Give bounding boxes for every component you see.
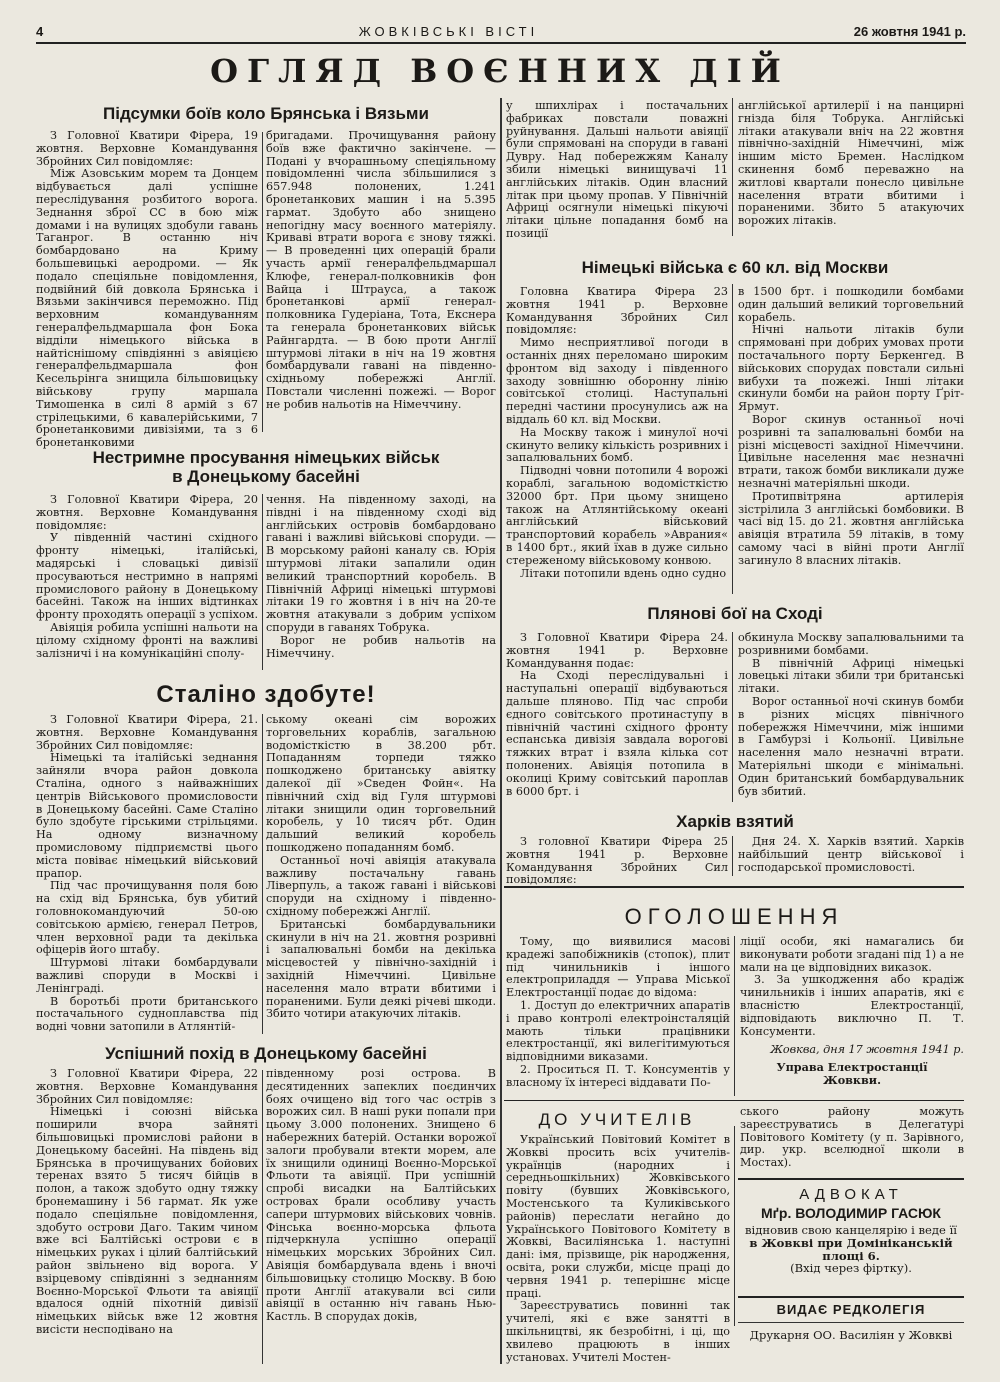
article-4-col3 [506, 100, 728, 240]
main-title: ОГЛЯД ВОЄННИХ ДІЙ [210, 52, 790, 90]
announcement-col3 [506, 936, 730, 1092]
column-rule [262, 132, 263, 432]
column-rule [262, 494, 263, 670]
paragraph: Штурмові літаки бомбардували важливі споруди в Москві і Ленінграді. [36, 956, 258, 995]
column-rule [500, 98, 502, 1364]
paragraph: У південній частині східного фронту німецькі, італійські, мадярські і словацькі дивізії просуваються нестримно в напрямі промислового району в Донецькому басейні. Також на інших відтинках фронту проходять операції з успіхом. [36, 531, 259, 622]
paragraph: З Головної Кватири Фірера, 22 жовтня. Верховне Командування Збройних Сил повідомляє: [36, 1067, 258, 1106]
section-divider [738, 1296, 964, 1298]
section-divider [738, 1178, 964, 1180]
paragraph: Літаки потопили вдень одно судно [520, 566, 727, 580]
paragraph: ліції особи, які намагались би виконувати роботи згадані під 1) а не мали на це відповідних виказок. [740, 935, 964, 974]
lawyer-name: Мґр. ВОЛОДИМИР ГАСЮК [761, 1205, 941, 1221]
article-3-col1 [36, 714, 258, 1036]
printer-line: Друкарня ОО. Василіян у Жовкві [749, 1328, 953, 1342]
article-7-headline-wrap [506, 604, 964, 623]
article-2-col2 [266, 494, 496, 672]
article-2-headline-line1: Нестримне просування німецьких військ [92, 448, 440, 467]
article-6-col4 [738, 286, 964, 598]
paragraph: Підводні човни потопили 4 ворожі кораблі, загальною водомісткістю 32000 брт. При цьому знищено також на Атлянтійському океані англійський військовий транспортовий корабель »Аврания« в 1400 брт., який їхав в дуже сильно стереженому військовому конвою. [506, 464, 728, 567]
article-8-col3 [506, 835, 728, 887]
paragraph: Мимо несприятливої погоди в останніх днях переломано широким фронтом від заходу і південного заходу зовнішню оборонну лінію совітської столиці. Наступальні передні частини просунулись аж на віддаль 60 кл. від Москви. [506, 336, 728, 426]
article-4-headline: Успішний похід в Донецькому басейні [105, 1044, 427, 1063]
lawyer-text-3: (Вхід через фіртку). [790, 1261, 912, 1276]
paragraph: На Сході переслідувальні і наступальні операції відбуваються дальше пляново. Під час спроби єдного совітського протинаступу в північній частині східного фронту еспанська дивізія завдала ворогові тяжких втрат і взяла кілька сот полонених. Авіяція потопила в околиці Криму совітський пароплав в 6000 брт. і [506, 669, 728, 798]
column-rule [732, 836, 733, 876]
article-8-headline-wrap [506, 812, 964, 831]
paragraph: ського району можуть зареєструватись в Делегатурі Повітового Комітету (у п. Зарівного, дир. укр. вселюдної школи в Мостах). [740, 1105, 964, 1170]
section-divider [504, 886, 964, 888]
page-number: 4 [36, 23, 44, 39]
paragraph: З Головної Кватири Фірера 24. жовтня 1941 р. Верховне Командування подає: [506, 631, 728, 670]
paragraph: в 1500 брт. і пошкодили бомбами один дальший великий торговельний корабель. [738, 285, 964, 324]
section-divider [738, 1322, 964, 1323]
article-7-col4 [738, 632, 964, 806]
column-rule [262, 1070, 263, 1364]
teachers-col4 [740, 1106, 964, 1170]
article-4-col4 [738, 100, 964, 240]
paragraph: обкинула Москву запалювальними та розривними бомбами. [738, 631, 964, 657]
column-rule [732, 98, 733, 236]
paragraph: Британські бомбардувальники скинули в ніч на 21. жовтня розривні і запалювальні бомби на декілька місцевостей у північно-західній і західній Німеччині. Цивільне населення мало втрати вбитими і пораненими. Були деякі річеві шкоди. Збито чотири атакуючих літаків. [266, 917, 496, 1021]
announcement-date: Жовква, дня 17 жовтня 1941 р. [770, 1043, 964, 1057]
paragraph: 3. За ушкодження або крадіж чинильників і інших апаратів, які є власністю Електростанції, відповідають виключно П. Т. Консументи. [740, 973, 964, 1038]
paragraph: Останньої ночі авіяція атакувала важливу постачальну гавань Ліверпуль, а також гавані і військові споруди на східному і південно-східному побережжі Англії. [266, 853, 496, 918]
article-3-headline: Сталіно здобуте! [156, 681, 376, 708]
paragraph: чення. На південному заході, на півдні і на південному сході від англійських островів бомбардовано гавані і важливі військові споруди. — В морському районі каналу св. Юрія штурмові літаки запалили один великий транспортний коробель. В Північній Африці німецькі штурмові літаки 19 го жовтня і в ніч на 20-те жовтня атакували з добрим успіхом споруди в гаванях Тобрука. [266, 493, 496, 634]
article-8-headline: Харків взятий [676, 812, 794, 831]
paragraph: південному розі острова. В десятиденних запеклих поєдинчих боях очищено від того час острів з ворожих сил. В наші руки попали при цьому 3.000 полонених. Знищено 6 набережних батерій. Останки ворожої залоги пробували втекти морем, але їх знищили одиниці Воєнно-Морської Фльоти та авіяції. При успішній спробі висадки на Балтійських островах брали особливу участь сапери штурмових військових човнів. Фінська воєнно-морська фльота підчеркнула успішно операції німецьких морських Збройних Сил. Авіяція бомбардувала вдень і вночі більшовицьку столицю Москву. В бою проти Англії атакували всі сили авіяції в останню ніч гавань Нью-Кастль. В спорудах доків, [266, 1067, 496, 1324]
paragraph: Авіяція робила успішні нальоти на цілому східному фронті на важливі залізничі і на комунікаційні сполу- [36, 620, 258, 660]
paragraph: англійської артилерії і на панцирні гнізда біля Тобрука. Англійські літаки атакували вніч на 22 жовтня північно-західній Німеччині, між іншим місто Бремен. Наслідком скинення бомб переважно на житлові квартали понесло цивільне населення втрати вбитими і пораненими. Збито 5 атакуючих ворожих літаків. [738, 99, 964, 228]
paper-name: ЖОВКІВСЬКІ ВІСТІ [358, 23, 539, 39]
issue-date: 26 жовтня 1941 р. [853, 23, 966, 39]
paragraph: Головна Кватира Фірера 23 жовтня 1941 р. Верховне Командування Збройних Сил повідомляє: [506, 285, 728, 337]
article-4-col2 [266, 1068, 496, 1364]
paragraph: В північній Африці німецькі ловецькі літаки збили три британські літаки. [738, 656, 964, 696]
column-rule [734, 936, 735, 1096]
paragraph: Під час прочищування поля бою на схід від Брянська, був убитий головнокомандуючий 50-ою совітською армією, генерал Петров, член верховної ради та декілька офіцерів його штабу. [36, 879, 258, 957]
paragraph: 2. Проситься П. Т. Консументів у власному їх інтересі віддавати По- [506, 1062, 730, 1089]
column-rule [732, 284, 733, 594]
paragraph: Нічні нальоти літаків були спрямовані при добрих умовах проти постачального порту Беркенгед. В військових спорудах повстали сильні вибухи та пожежі. Інші літаки скинули бомби на район порту Ґріт-Ярмут. [738, 323, 964, 414]
article-1-col1 [36, 129, 258, 450]
article-3-headline-wrap [36, 682, 496, 708]
column-rule [262, 714, 263, 1034]
lawyer-text-2: в Жовкві при Домініканській площі 6. [749, 1235, 953, 1263]
paragraph: 1. Доступ до електричних апаратів і право контролі електроінсталяцій мають тільки працівники електростанції, які вилегітимуються відповідними виказами. [506, 998, 730, 1064]
teachers-col3 [506, 1134, 730, 1366]
announcement-signature-2: Жовкви. [823, 1072, 881, 1087]
article-6-headline: Німецькі війська є 60 кл. від Москви [581, 258, 889, 277]
lawyer-title: АДВОКАТ [799, 1186, 903, 1203]
masthead [36, 20, 966, 44]
article-4-col1 [36, 1068, 258, 1364]
editorial-board: ВИДАЄ РЕДКОЛЕГІЯ [776, 1302, 926, 1317]
article-6-col3 [506, 286, 728, 598]
paragraph: Ворог не робив нальотів на Німеччину. [266, 633, 496, 660]
article-2-col1 [36, 494, 258, 672]
article-3-col2 [266, 714, 496, 1036]
paragraph: Дня 24. Х. Харків взятий. Харків найбільший центр військової і господарської промисловості. [738, 835, 964, 874]
paragraph: ському океані сім ворожих торговельних кораблів, загальною водомісткістю в 38.200 рбт. Попаданням торпеди тяжко пошкоджено британську авіятку далекої дії »Сведен Фойн«. На північний схід від Гуля штурмові літаки знищили один торговельний коробель, у 10 тисяч рбт. Один дальший великий коробель пошкоджено попаданням бомб. [266, 713, 496, 854]
paragraph: З Головної Кватири Фірера, 21. жовтня. Верховне Командування Збройних Сил повідомляє: [36, 713, 258, 752]
column-rule [732, 632, 733, 802]
lawyer-ad [738, 1186, 964, 1290]
paragraph: Ворог скинув останньої ночі розривні та запалювальні бомби на різні місцевості західної Німеччини. Цивільне населення має незначні втрати, також бомби викликали дуже незначні матеріяльні шкоди. [738, 412, 964, 490]
article-1-headline-wrap [36, 104, 496, 123]
announcement-signature-1: Управа Електростанції [776, 1060, 928, 1075]
paragraph: З Головної Кватири Фірера, 20 жовтня. Верховне Командування повідомляє: [36, 493, 258, 532]
article-6-headline-wrap [506, 258, 964, 277]
paragraph: Український Повітовий Комітет в Жовкві просить всіх учителів-українців (народних і середньошкільних) Жовківського повіту (бувших Жовківського, Мостенського та Куликівського районів) переслати негайно до Українського Повітового Комітету в Жовкві, Василіянська 1. наступні дані: імя, прізвище, рік народження, освіта, роки служби, місце праці до червня 1941 р. теперішнє місце праці. [506, 1133, 730, 1300]
paragraph: Ворог останньої ночі скинув бомби в різних місцях північного побережжя Німеччини, між іншими в Гамбурзі і Кольонії. Цивільне населення мало незначні втрати. Матеріяльні шкоди є мінімальні. Один британський бомбардувальник був збитий. [738, 694, 964, 798]
paragraph: В боротьбі проти британського постачального судноплавства під водні човни затопили в Атлянтій- [36, 994, 258, 1034]
announcement-title: ОГОЛОШЕННЯ [624, 904, 844, 929]
paragraph: На Москву також і минулої ночі скинуто велику кількість розривних і запалювальних бомб. [506, 425, 728, 465]
article-2-headline-line2: в Донецькому басейні [172, 467, 360, 486]
article-4-headline-wrap [36, 1044, 496, 1063]
paragraph: Німецькі і союзні війська поширили вчора зайняті більшовицькі промислові райони в Донецькому басейні. На південь від Брянська в прочищуваних бойових теренах взято 5 тисяч бійців в полон, а також здобуто одну тяжку бронемашину і 56 гармат. Як уже подало спеціяльне повідомлення, здобуто острови Даго. Таким чином вже всі Балтійські острови є в німецьких руках і цілий балтійський район звільнено від ворога. У взірцевому співдіянні з зеднанням Воєнно-Морської Фльоти та авіяції вдалося одній піхотній дивізії німецьких військ вже 12 жовтня висісти несподівано на [36, 1105, 258, 1336]
article-7-col3 [506, 632, 728, 806]
paragraph: Зареєструватись повинні так учителі, які є вже занятті в шкільництві, як безробітні, і ці, що хвилево працюють в інших установах. Учителі Мостен- [506, 1299, 730, 1364]
article-1-col2 [266, 130, 496, 436]
article-8-col4 [738, 836, 964, 878]
paragraph: З Головної Кватири Фірера, 19 жовтня. Верховне Командування Збройних Сил повідомляє: [36, 129, 258, 168]
lawyer-text-1: відновив свою канцелярію і веде її [745, 1223, 957, 1237]
article-1-headline: Підсумки боїв коло Брянська і Вязьми [103, 104, 429, 123]
paragraph: Німецькі та італійські зеднання зайняли вчора район довкола Сталіна, одного з найважніших центрів Військового промисловости в Донецькому басейні. Саме Сталіно було здобуте гірськими стрільцями. На одному визначному промисловому підприємстві цього міста повіває німецький військовий прапор. [36, 751, 258, 880]
teachers-title: ДО УЧИТЕЛІВ [538, 1110, 696, 1129]
paragraph: З головної Кватири Фірера 25 жовтня 1941 р. Верховне Командування Збройних Сил повідомляє: [506, 835, 728, 887]
paragraph: Між Азовським морем та Донцем відбувається далі успішне переслідування розбитого ворога. Зеднання зброї СС в бою між домами і на вулицях здобули гавань Таганрог. В останню ніч бомбардовано на Криму большевицькі аеродроми. — Як подало спеціяльне повідомлення, подвійний бій довкола Брянська і Вязьми закінчився переможно. Під верховним командуванням генералфельдмаршала фон Бока відділи німецького війська в найтіснішому співдіянні з авіяцією генералфельдмаршала фон Кесельрінга знищила більшовицьку військову групу маршала Тимошенка в силі 8 армій з 67 стрілецькими, 6 кавалерійськими, 7 бронетанковими дивізіями, та з 6 бронетанковими [36, 167, 258, 450]
announcement-col4 [740, 936, 964, 1092]
article-2-headline-wrap [36, 448, 496, 486]
paragraph: бригадами. Прочищування району боїв вже фактично закінчене. — Подані у вчорашньому спеціяльному повідомленні числа збільшилися з 657.948 полонених, 1.241 бронетанкових машин і на 5.395 гармат. Здобуто або знищено непогідну масу воєнного матеріялу. Криваві втрати ворога є знову тяжкі. — В проведенні цих операцій брали участь армії генералфельдмаршал Клюфе, генерал-полковників фон Вайца і Штрауса, а також бронетанкові армії генерал-полковника Гудеріана, Тота, Екснера та генерала бронетанкових військ Райнгардта. — В бою проти Англії штурмові літаки в ніч на 19 жовтня бомбардували гавані на південно-східньому побережжі Англії. Повстали численні пожежі. — Ворог не робив нальотів на Німеччину. [266, 129, 496, 411]
article-7-headline: Плянові бої на Сході [647, 604, 823, 623]
section-divider [504, 1100, 964, 1101]
column-rule [734, 1126, 735, 1326]
paragraph: Тому, що виявилися масові крадежі запобіжників (стопок), плит під чинильників і іншого електроприладдя — Управа Міської Електростанції подає до відома: [506, 935, 730, 1000]
paragraph: Протипвітряна артилерія зістрілила 3 англійські бомбовики. В часі від 15. до 21. жовтня англійська авіяція втратила 59 літаків, в тому самому часі в війні проти Англії загинуло 8 власних літаків. [738, 489, 964, 567]
paragraph: у шпихлірах і постачальних фабриках повстали поважні руйнування. Дальші нальоти авіяції були спрямовані на споруди в гавані Дувру. Над побережжям Каналу збили німецькі винищувачі 11 англійських літаків. Один власний літак при цьому пропав. У Північній Африці осягнули німецькі пікуючі літаки цільне попадання бомб на позиції [506, 99, 728, 240]
